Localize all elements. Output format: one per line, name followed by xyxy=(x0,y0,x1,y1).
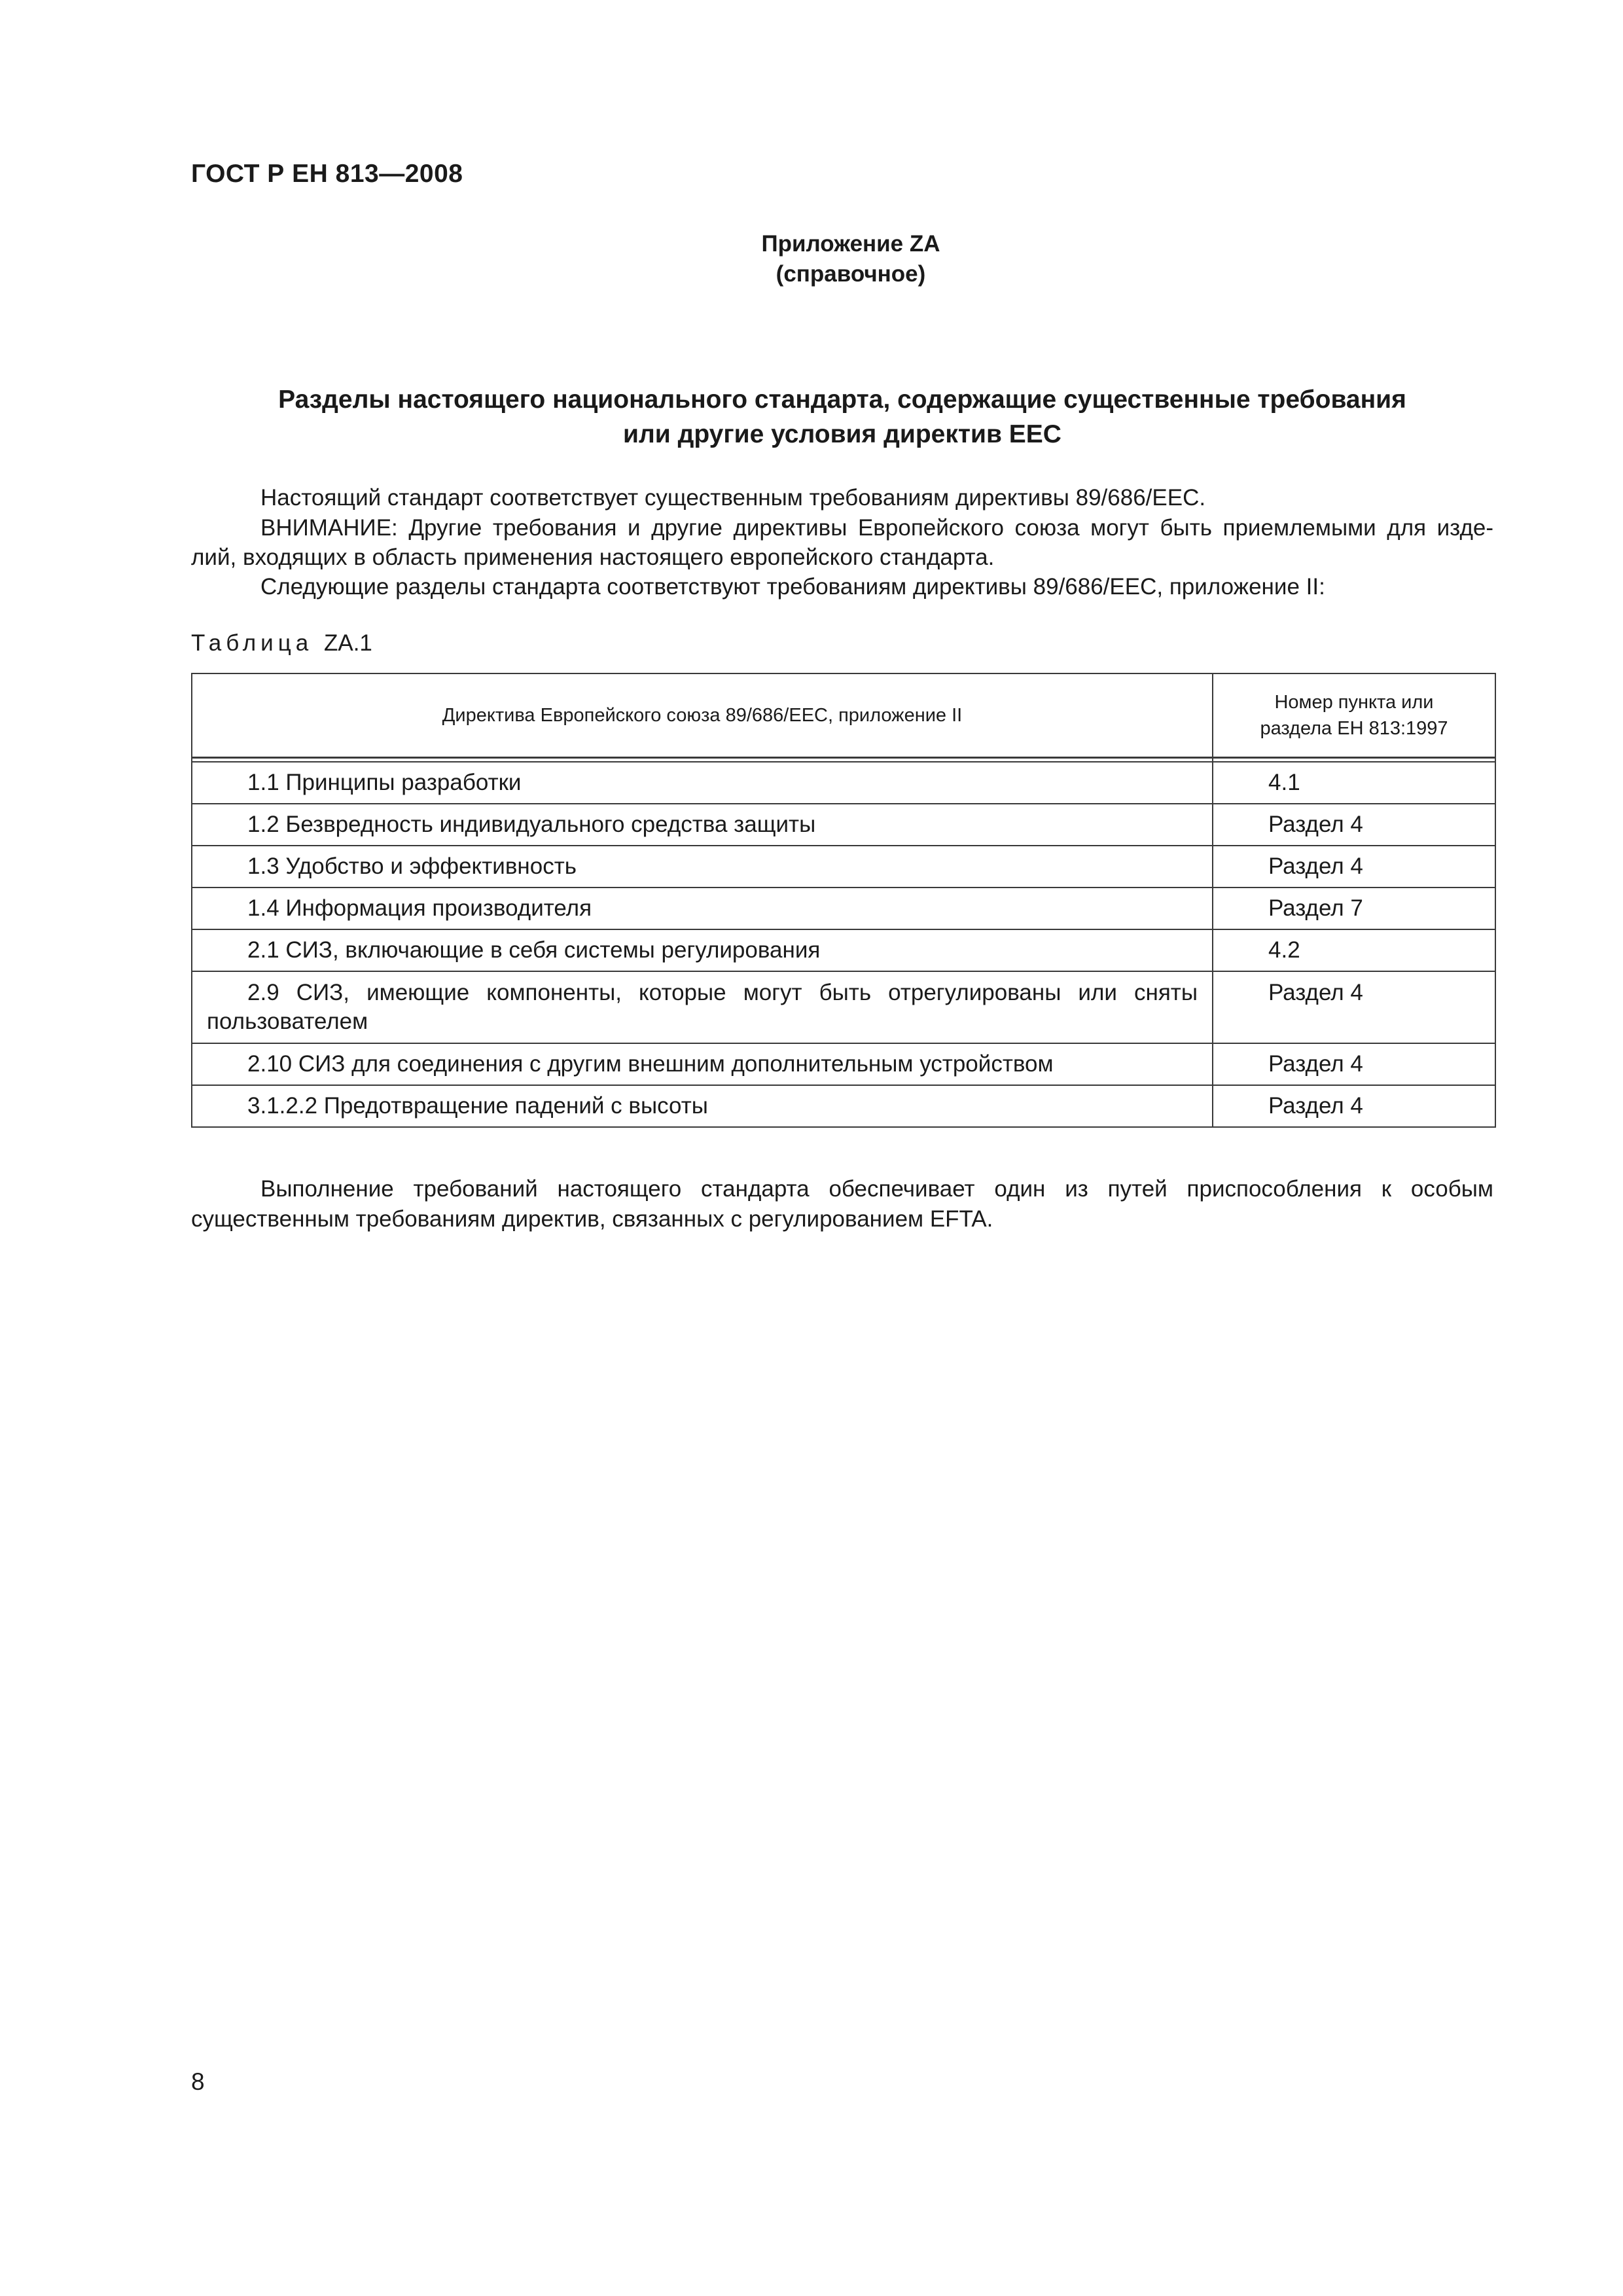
table-row xyxy=(192,1043,1495,1085)
table-caption-number: ZA.1 xyxy=(323,630,372,656)
header-clause-line-2: раздела ЕН 813:1997 xyxy=(1260,718,1448,739)
conclusion-line-1: Выполнение требований настоящего стандарта обеспечивает один из путей приспособления к особым xyxy=(260,1176,1493,1202)
requirement-cell: 1.3 Удобство и эффективность xyxy=(192,846,1213,888)
requirement-cell: 2.10 СИЗ для соединения с другим внешним дополнительным устройством xyxy=(192,1043,1213,1085)
table-caption xyxy=(191,630,372,656)
clause-cell: Раздел 4 xyxy=(1213,846,1495,888)
table-header-row xyxy=(192,673,1495,758)
conclusion-line-2: существенным требованиям директив, связанных с регулированием EFTA. xyxy=(191,1206,993,1232)
clause-cell: Раздел 7 xyxy=(1213,888,1495,929)
table-row xyxy=(192,762,1495,804)
requirement-cell: 2.9 СИЗ, имеющие компоненты, которые могут быть отрегулированы или сняты пользователем xyxy=(192,971,1213,1043)
intro-paragraph-1: Настоящий стандарт соответствует существенным требованиям директивы 89/686/ЕЕС. xyxy=(260,485,1206,511)
section-title-line-2: или другие условия директив ЕЕС xyxy=(623,420,1061,448)
intro-paragraph-2-line-2: лий, входящих в область применения настоящего европейского стандарта. xyxy=(191,545,995,570)
requirements-table xyxy=(191,673,1496,1128)
header-directive: Директива Европейского союза 89/686/ЕЕС, приложение II xyxy=(192,673,1213,758)
clause-cell: Раздел 4 xyxy=(1213,1085,1495,1127)
requirement-cell: 1.2 Безвредность индивидуального средства защиты xyxy=(192,804,1213,846)
clause-cell: Раздел 4 xyxy=(1213,1043,1495,1085)
table-row xyxy=(192,888,1495,929)
table-row xyxy=(192,1085,1495,1127)
clause-cell: 4.1 xyxy=(1213,762,1495,804)
standard-code-header: ГОСТ Р ЕН 813—2008 xyxy=(191,160,463,188)
table-row xyxy=(192,846,1495,888)
annex-title: Приложение ZA xyxy=(761,231,940,257)
table-caption-word: Таблица xyxy=(191,630,313,656)
annex-type: (справочное) xyxy=(776,261,926,287)
clause-cell: 4.2 xyxy=(1213,929,1495,971)
intro-paragraph-3: Следующие разделы стандарта соответствуют требованиям директивы 89/686/ЕЕС, приложение II: xyxy=(260,574,1325,600)
intro-paragraph-2-line-1: ВНИМАНИЕ: Другие требования и другие директивы Европейского союза могут быть приемлемыми для изде- xyxy=(260,515,1493,541)
section-title-line-1: Разделы настоящего национального стандарта, содержащие существенные требования xyxy=(278,386,1406,414)
table-row xyxy=(192,804,1495,846)
header-clause-line-1: Номер пункта или xyxy=(1274,692,1434,713)
requirement-cell: 2.1 СИЗ, включающие в себя системы регулирования xyxy=(192,929,1213,971)
clause-cell: Раздел 4 xyxy=(1213,971,1495,1043)
requirement-cell: 3.1.2.2 Предотвращение падений с высоты xyxy=(192,1085,1213,1127)
table-row xyxy=(192,971,1495,1043)
requirement-cell: 1.4 Информация производителя xyxy=(192,888,1213,929)
table-row xyxy=(192,929,1495,971)
requirement-cell: 1.1 Принципы разработки xyxy=(192,762,1213,804)
page-number: 8 xyxy=(191,2068,205,2095)
header-clause xyxy=(1213,673,1495,758)
clause-cell: Раздел 4 xyxy=(1213,804,1495,846)
